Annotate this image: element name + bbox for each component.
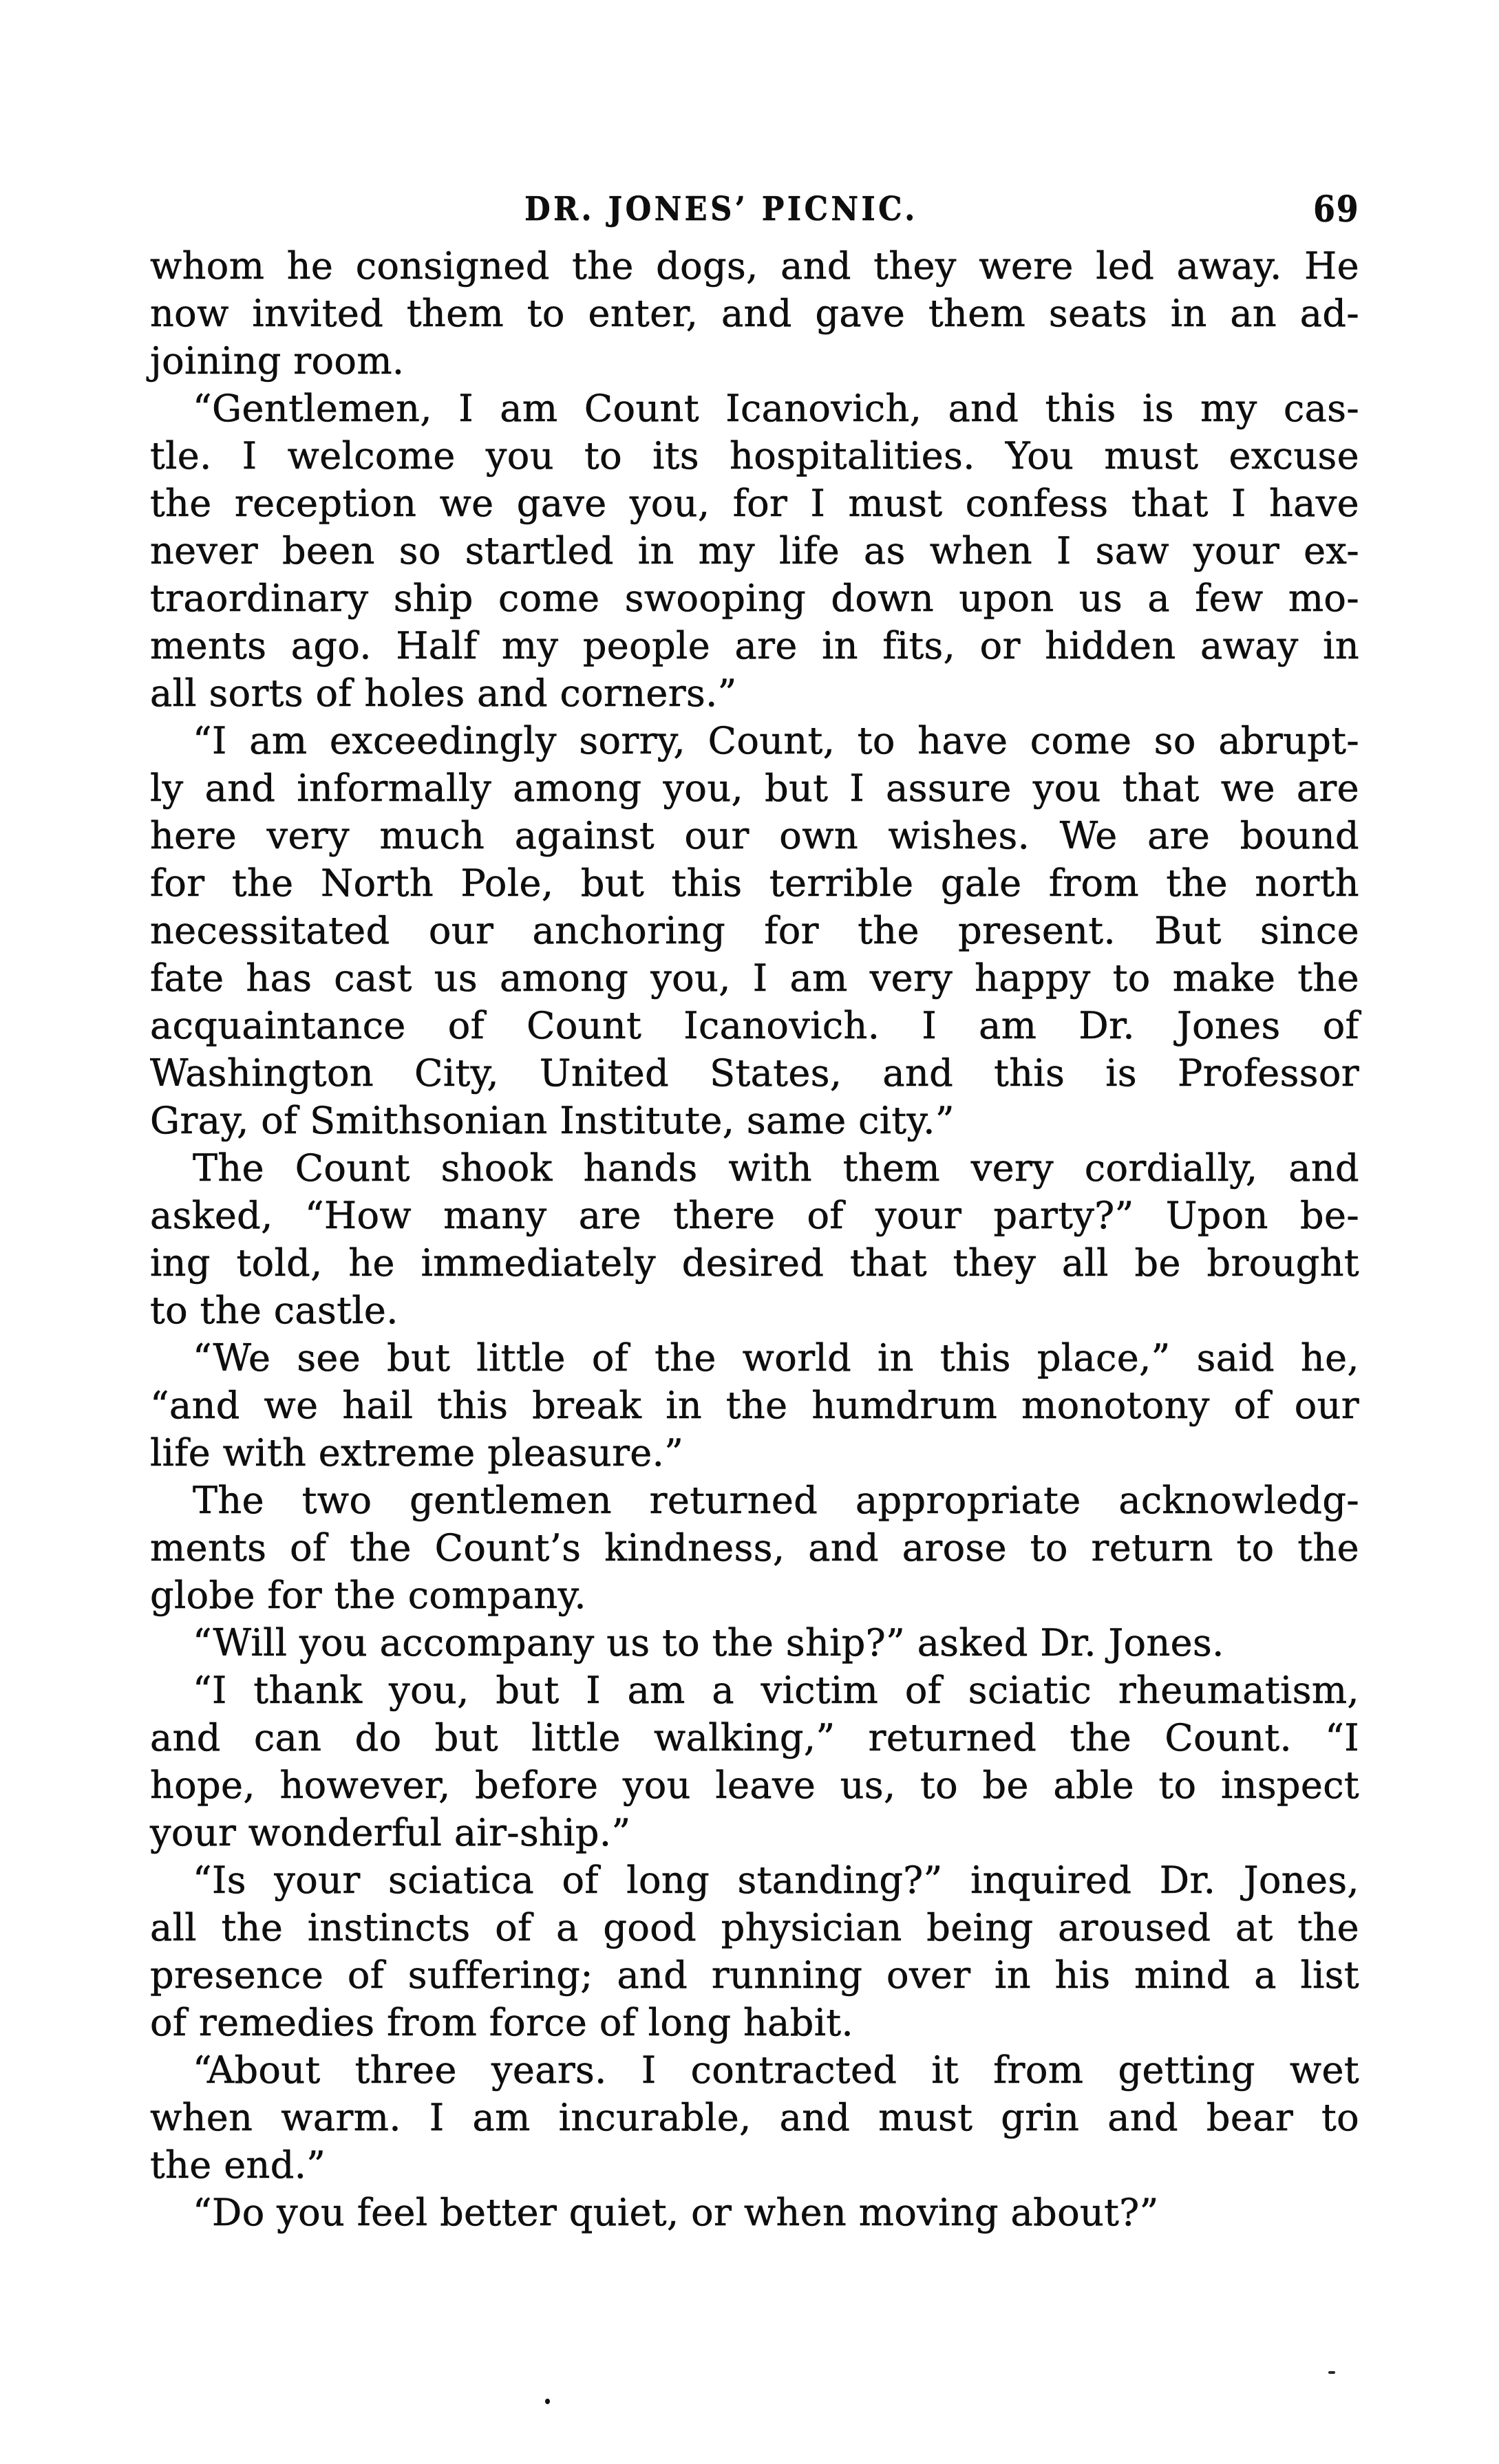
text-line: never been so startled in my life as when I saw your ex-: [150, 529, 1359, 572]
text-line: hope, however, before you leave us, to be able to inspect: [150, 1764, 1359, 1807]
text-line: whom he consigned the dogs, and they were led away. He: [150, 244, 1359, 288]
text-line: The two gentlemen returned appropriate acknowledg-: [193, 1479, 1359, 1522]
text-line: necessitated our anchoring for the present. But since: [150, 909, 1359, 952]
text-line: ments of the Count’s kindness, and arose to return to the: [150, 1526, 1359, 1570]
text-line: “Do you feel better quiet, or when moving about?”: [193, 2191, 1159, 2234]
text-line: the reception we gave you, for I must confess that I have: [150, 482, 1359, 525]
text-line: “and we hail this break in the humdrum monotony of our: [150, 1384, 1359, 1427]
page-title: DR. JONES’ PICNIC.: [524, 190, 918, 228]
text-line: globe for the company.: [150, 1574, 586, 1617]
text-line: The Count shook hands with them very cordially, and: [193, 1146, 1359, 1190]
text-line: all the instincts of a good physician being aroused at the: [150, 1906, 1359, 1949]
text-line: now invited them to enter, and gave them seats in an ad-: [150, 292, 1359, 335]
text-line: presence of suffering; and running over in his mind a list: [150, 1953, 1359, 1997]
text-line: Washington City, United States, and this is Professor: [150, 1051, 1359, 1095]
paragraph: [150, 1144, 1359, 1334]
text-line: “About three years. I contracted it from getting wet: [193, 2048, 1359, 2092]
text-line: and can do but little walking,” returned the Count. “I: [150, 1716, 1359, 1759]
text-line: asked, “How many are there of your party?” Upon be-: [150, 1194, 1359, 1237]
paragraph: [150, 242, 1359, 385]
scan-speck: [545, 2399, 550, 2404]
text-block: [150, 242, 1359, 2236]
text-line: here very much against our own wishes. We are bound: [150, 814, 1359, 857]
text-line: traordinary ship come swooping down upon us a few mo-: [150, 577, 1359, 620]
text-line: for the North Pole, but this terrible gale from the north: [150, 861, 1359, 905]
paragraph: [150, 1856, 1359, 2046]
scan-speck: [1328, 2371, 1335, 2374]
text-line: “We see but little of the world in this place,” said he,: [193, 1336, 1359, 1380]
text-line: ly and informally among you, but I assure you that we are: [150, 767, 1359, 810]
paragraph: [150, 717, 1359, 1144]
text-line: tle. I welcome you to its hospitalities. You must excuse: [150, 434, 1359, 478]
paragraph: [150, 1477, 1359, 1619]
text-line: “Is your sciatica of long standing?” inquired Dr. Jones,: [193, 1858, 1359, 1902]
text-line: joining room.: [150, 339, 405, 383]
paragraph: [150, 2046, 1359, 2189]
paragraph: [150, 1667, 1359, 1856]
text-line: “Will you accompany us to the ship?” asked Dr. Jones.: [193, 1621, 1224, 1664]
text-line: of remedies from force of long habit.: [150, 2001, 854, 2044]
text-line: when warm. I am incurable, and must grin and bear to: [150, 2096, 1359, 2139]
text-line: fate has cast us among you, I am very happy to make the: [150, 956, 1359, 1000]
text-line: ing told, he immediately desired that they all be brought: [150, 1241, 1359, 1285]
text-line: “Gentlemen, I am Count Icanovich, and this is my cas-: [193, 387, 1359, 430]
paragraph: [150, 2189, 1359, 2236]
paragraph: [150, 385, 1359, 717]
text-line: life with extreme pleasure.”: [150, 1431, 684, 1475]
text-line: “I thank you, but I am a victim of sciatic rheumatism,: [193, 1669, 1359, 1712]
paragraph: [150, 1334, 1359, 1477]
text-line: to the castle.: [150, 1289, 398, 1332]
text-line: ments ago. Half my people are in fits, or hidden away in: [150, 624, 1359, 667]
text-line: your wonderful air-ship.”: [150, 1811, 631, 1854]
paragraph: [150, 1619, 1359, 1667]
text-line: the end.”: [150, 2143, 326, 2187]
text-line: all sorts of holes and corners.”: [150, 672, 737, 715]
text-line: acquaintance of Count Icanovich. I am Dr. Jones of: [150, 1004, 1359, 1047]
text-line: “I am exceedingly sorry, Count, to have come so abrupt-: [193, 719, 1359, 762]
running-header: [150, 190, 1359, 238]
page-number: 69: [1312, 189, 1359, 231]
text-line: Gray, of Smithsonian Institute, same city.”: [150, 1099, 955, 1142]
